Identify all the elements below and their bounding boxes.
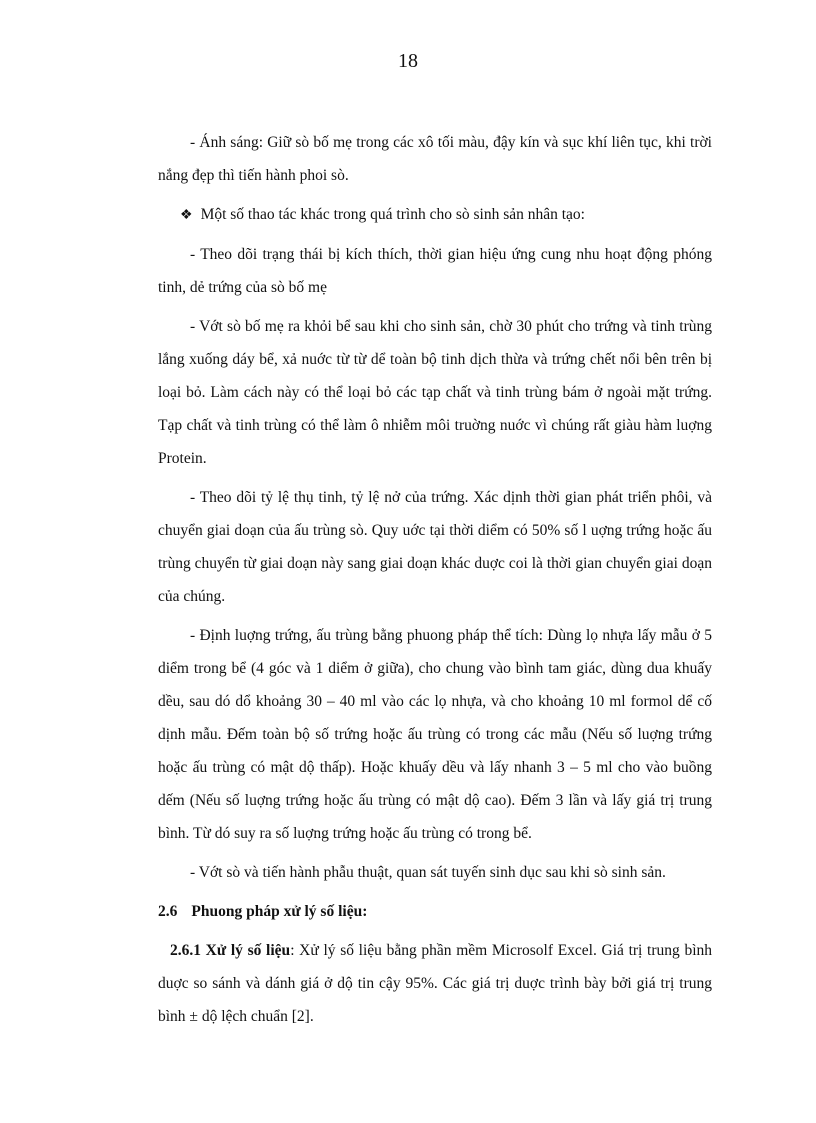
page-number: 18 — [398, 50, 418, 72]
paragraph-stimulation: - Theo dõi trạng thái bị kích thích, thời gian hiệu ứng cung nhu hoạt động phóng tinh, dẻ trứng của sò bố mẹ — [158, 246, 712, 296]
diamond-bullet-icon: ❖ — [180, 208, 193, 223]
section-heading — [158, 895, 712, 928]
section-number: 2.6 — [158, 903, 178, 920]
paragraph-quantification: - Ðịnh luợng trứng, ấu trùng bằng phuong pháp thể tích: Dùng lọ nhựa lấy mẫu ở 5 diểm trong bể (4 góc và 1 diểm ở giữa), cho chung vào bình tam giác, dùng dua khuấy dều, sau dó dổ khoảng 30 – 40 ml vào các lọ nhựa, và cho khoảng 10 ml formol dể cố dịnh mẫu. Ðếm toàn bộ số trứng hoặc ấu trùng có trong các mẫu (Nếu số luợng trứng hoặc ấu trùng có mật dộ thấp). Hoặc khuấy dều và lấy nhanh 3 – 5 ml cho vào buồng dếm (Nếu số luợng trứng hoặc ấu trùng có mật dộ cao). Ðếm 3 lần và lấy giá trị trung bình. Từ dó suy ra số luợng trứng hoặc ấu trùng có trong bể. — [158, 627, 712, 842]
paragraph-fertilization-rate: - Theo dõi tỷ lệ thụ tinh, tỷ lệ nở của trứng. Xác dịnh thời gian phát triển phôi, và chuyển giai doạn của ấu trùng sò. Quy uớc tại thời diểm có 50% số l uợng trứng hoặc ấu trùng chuyển từ giai doạn này sang giai doạn khác duợc coi là thời gian chuyển giai doạn của chúng. — [158, 489, 712, 605]
subsection-text: : Xử lý số liệu bằng phần mềm Microsolf Excel. Giá trị trung bình duợc so sánh và dánh giá ở dộ tin cậy 95%. Các giá trị duợc trình bày bởi giá trị trung bình ± dộ lệch chuẩn [2]. — [158, 942, 713, 1025]
subsection-paragraph — [158, 934, 712, 1033]
section-title: Phuong pháp xử lý số liệu: — [191, 903, 368, 920]
bullet-item-text: Một số thao tác khác trong quá trình cho sò sinh sản nhân tạo: — [200, 206, 585, 223]
bullet-item-operations — [158, 198, 712, 232]
paragraph-remove-parents: - Vớt sò bố mẹ ra khỏi bể sau khi cho sinh sản, chờ 30 phút cho trứng và tinh trùng lắng xuống dáy bể, xả nuớc từ từ dể toàn bộ tinh dịch thừa và trứng chết nổi bên trên bị loại bỏ. Làm cách này có thể loại bỏ các tạp chất và tinh trùng bám ở ngoài mặt trứng. Tạp chất và tinh trùng có thể làm ô nhiễm môi truờng nuớc vì chúng rất giàu hàm luợng Protein. — [158, 318, 712, 467]
subsection-label: 2.6.1 Xử lý số liệu — [170, 942, 291, 959]
paragraph-light: - Ánh sáng: Giữ sò bố mẹ trong các xô tối màu, đậy kín và sục khí liên tục, khi trời nắng đẹp thì tiến hành phoi sò. — [158, 134, 712, 184]
paragraph-dissection: - Vớt sò và tiến hành phẫu thuật, quan sát tuyến sinh dục sau khi sò sinh sản. — [190, 864, 666, 881]
page-body — [158, 126, 712, 1039]
